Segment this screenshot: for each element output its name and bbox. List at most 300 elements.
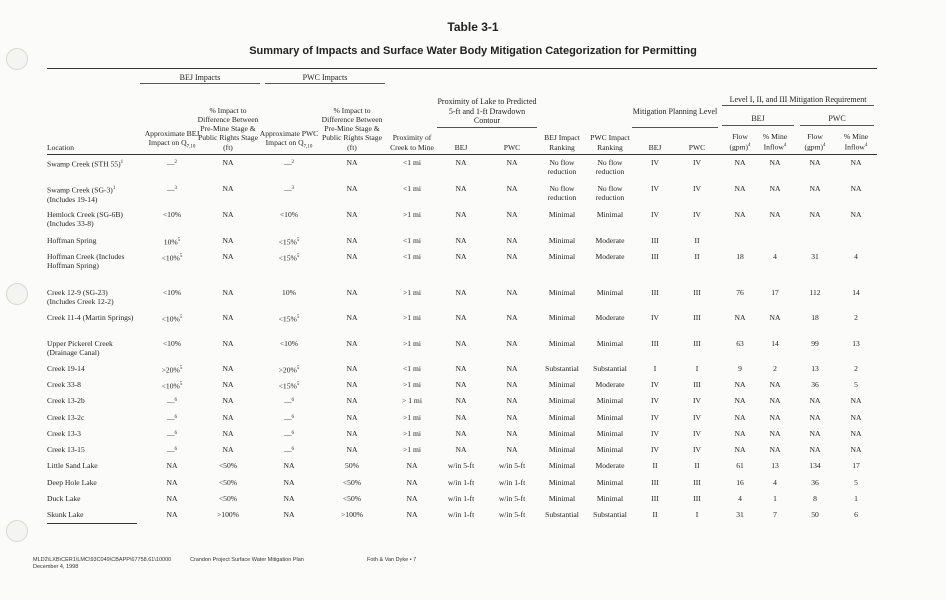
cell-col-5: NA <box>346 364 358 373</box>
group-bej-rule <box>140 83 260 84</box>
cell-col-9: No flow reduction <box>547 158 577 177</box>
cell-col-12: II <box>694 236 700 245</box>
cell-col-14: 2 <box>773 364 777 373</box>
cell-col-13: 4 <box>738 494 742 503</box>
cell-col-9: Substantial <box>545 510 579 519</box>
cell-col-12: III <box>693 478 701 487</box>
cell-col-13: NA <box>734 313 746 322</box>
cell-col-9: Substantial <box>545 364 579 373</box>
cell-col-7: NA <box>455 210 467 219</box>
cell-col-8: w/in 5-ft <box>498 461 526 470</box>
cell-col-7: NA <box>455 413 467 422</box>
cell-col-11: IV <box>650 313 659 322</box>
cell-location: Hemlock Creek (SG-6B) (Includes 33-8) <box>47 210 123 229</box>
cell-col-8: NA <box>506 158 518 167</box>
group-mitigation-requirement: Level I, II, and III Mitigation Requirement <box>729 95 867 104</box>
cell-col-3: <50% <box>218 494 238 503</box>
cell-col-7: NA <box>455 236 467 245</box>
cell-col-13: 31 <box>736 510 744 519</box>
cell-col-14: NA <box>769 429 781 438</box>
cell-col-11: IV <box>650 158 659 167</box>
cell-col-10: Moderate <box>595 461 625 470</box>
cell-col-4: <15%$^5$ <box>278 253 300 263</box>
cell-col-16: NA <box>850 210 862 219</box>
cell-col-7: NA <box>455 380 467 389</box>
cell-col-9: Minimal <box>548 210 576 219</box>
cell-col-2: NA <box>166 494 178 503</box>
cell-col-16: 14 <box>852 288 860 297</box>
cell-location: Deep Hole Lake <box>47 478 97 487</box>
cell-col-13: NA <box>734 429 746 438</box>
cell-col-2: NA <box>166 461 178 470</box>
cell-col-10: Moderate <box>595 236 625 245</box>
group-mitigation-requirement-rule <box>722 105 874 106</box>
cell-col-2: <10% <box>162 339 182 348</box>
cell-col-14: 14 <box>771 339 779 348</box>
cell-col-11: IV <box>650 184 659 193</box>
column-header-3: % Impact to Difference Between Pre-Mine Stage & Public Rights Stage (ft) <box>197 105 259 152</box>
cell-col-6: >1 mi <box>403 210 421 219</box>
cell-col-12: III <box>693 380 701 389</box>
cell-col-5: NA <box>346 339 358 348</box>
cell-col-4: —$^3$ <box>283 185 295 195</box>
cell-location: Swamp Creek (STH 55)$^1$ <box>47 159 124 169</box>
cell-col-7: w/in 1-ft <box>447 494 475 503</box>
cell-col-11: II <box>652 510 658 519</box>
cell-col-7: NA <box>455 445 467 454</box>
cell-col-3: NA <box>222 210 234 219</box>
cell-col-16: 17 <box>852 461 860 470</box>
group-proximity-rule <box>437 127 537 128</box>
cell-col-10: Minimal <box>596 478 624 487</box>
cell-col-15: NA <box>809 413 821 422</box>
group-proximity: Proximity of Lake to Predicted 5-ft and 1-ft Drawdown Contour <box>437 97 537 125</box>
header-rule <box>47 154 877 155</box>
cell-col-4: —$^6$ <box>283 397 295 407</box>
cell-col-15: 50 <box>811 510 819 519</box>
footer-path: MLD2\LXB\CER1\LMC\93C049\CBAPP\67758.61\10000 <box>33 557 172 563</box>
cell-col-6: >1 mi <box>403 288 421 297</box>
cell-col-11: III <box>651 252 659 261</box>
cell-col-6: <1 mi <box>403 158 421 167</box>
cell-col-12: II <box>694 252 700 261</box>
cell-col-15: 36 <box>811 478 819 487</box>
cell-col-10: Minimal <box>596 339 624 348</box>
cell-col-12: IV <box>692 429 701 438</box>
cell-col-10: Moderate <box>595 313 625 322</box>
cell-col-14: NA <box>769 210 781 219</box>
cell-col-10: Minimal <box>596 494 624 503</box>
cell-col-12: II <box>694 461 700 470</box>
cell-col-11: III <box>651 288 659 297</box>
cell-col-5: NA <box>346 236 358 245</box>
cell-col-5: NA <box>346 210 358 219</box>
table-title: Table 3-1 <box>447 20 499 34</box>
column-header-14: % Mine Inflow$^4$ <box>762 131 788 152</box>
cell-location: Creek 11-4 (Martin Springs) <box>47 313 134 322</box>
cell-col-13: 61 <box>736 461 744 470</box>
cell-col-12: III <box>693 313 701 322</box>
cell-col-8: NA <box>506 288 518 297</box>
cell-location: Hoffman Spring <box>47 236 97 245</box>
cell-col-8: NA <box>506 236 518 245</box>
cell-col-10: Minimal <box>596 445 624 454</box>
cell-col-7: NA <box>455 396 467 405</box>
cell-col-14: NA <box>769 445 781 454</box>
cell-col-2: —$^6$ <box>166 446 178 456</box>
cell-col-10: Minimal <box>596 210 624 219</box>
cell-col-16: NA <box>850 445 862 454</box>
cell-location: Swamp Creek $(SG-3)^1$ (Includes 19-14) <box>47 185 116 204</box>
cell-col-8: NA <box>506 364 518 373</box>
cell-col-3: NA <box>222 236 234 245</box>
cell-col-8: NA <box>506 313 518 322</box>
cell-col-11: IV <box>650 413 659 422</box>
group-req-bej: BEJ <box>751 114 765 123</box>
cell-col-8: w/in 5-ft <box>498 510 526 519</box>
cell-col-4: >20%$^5$ <box>278 365 300 375</box>
cell-col-4: <10% <box>279 210 299 219</box>
cell-col-8: NA <box>506 380 518 389</box>
cell-col-4: NA <box>283 461 295 470</box>
cell-col-14: NA <box>769 396 781 405</box>
cell-col-7: NA <box>455 184 467 193</box>
top-rule <box>47 68 877 69</box>
bottom-rule <box>47 523 137 524</box>
cell-col-6: NA <box>406 478 418 487</box>
cell-col-7: NA <box>455 313 467 322</box>
cell-col-11: IV <box>650 380 659 389</box>
cell-col-2: <10%$^5$ <box>161 253 183 263</box>
cell-col-14: 17 <box>771 288 779 297</box>
cell-col-6: NA <box>406 461 418 470</box>
cell-col-5: NA <box>346 252 358 261</box>
cell-col-3: NA <box>222 380 234 389</box>
column-header-12: PWC <box>688 142 706 152</box>
cell-col-6: >1 mi <box>403 445 421 454</box>
cell-col-13: NA <box>734 158 746 167</box>
cell-col-4: 10% <box>282 288 296 297</box>
cell-col-9: Minimal <box>548 288 576 297</box>
cell-col-7: NA <box>455 339 467 348</box>
cell-col-11: III <box>651 478 659 487</box>
cell-col-7: NA <box>455 364 467 373</box>
cell-col-2: —$^6$ <box>166 414 178 424</box>
cell-col-3: NA <box>222 252 234 261</box>
cell-col-15: 18 <box>811 313 819 322</box>
cell-col-16: 5 <box>854 380 858 389</box>
cell-col-5: 50% <box>345 461 359 470</box>
cell-col-11: IV <box>650 396 659 405</box>
column-header-4: Approximate PWC Impact on $Q_{7,10}$ <box>259 128 319 150</box>
cell-col-15: NA <box>809 210 821 219</box>
cell-col-13: NA <box>734 445 746 454</box>
cell-col-14: NA <box>769 380 781 389</box>
cell-col-4: —$^6$ <box>283 430 295 440</box>
cell-col-9: Minimal <box>548 236 576 245</box>
cell-col-8: NA <box>506 413 518 422</box>
cell-col-2: >20%$^5$ <box>161 365 183 375</box>
cell-col-3: NA <box>222 445 234 454</box>
cell-col-2: NA <box>166 478 178 487</box>
cell-col-13: NA <box>734 184 746 193</box>
cell-col-8: NA <box>506 339 518 348</box>
cell-col-6: >1 mi <box>403 339 421 348</box>
cell-col-9: Minimal <box>548 429 576 438</box>
cell-col-3: NA <box>222 313 234 322</box>
footer-date: December 4, 1998 <box>33 564 79 570</box>
cell-col-5: NA <box>346 288 358 297</box>
cell-col-3: NA <box>222 429 234 438</box>
cell-col-13: NA <box>734 380 746 389</box>
cell-col-4: NA <box>283 478 295 487</box>
cell-col-4: NA <box>283 510 295 519</box>
cell-col-2: <10%$^5$ <box>161 314 183 324</box>
cell-col-6: <1 mi <box>403 364 421 373</box>
cell-col-4: <10% <box>279 339 299 348</box>
cell-col-13: 16 <box>736 478 744 487</box>
column-header-10: PWC Impact Ranking <box>590 133 630 152</box>
cell-col-6: NA <box>406 510 418 519</box>
cell-col-3: <50% <box>218 461 238 470</box>
column-header-2: Approximate BEJ Impact on $Q_{7,10}$ <box>144 128 200 150</box>
cell-location: Skunk Lake <box>47 510 84 519</box>
cell-location: Creek 12-9 (SG-23) (Includes Creek 12-2) <box>47 288 114 307</box>
binder-hole-bottom <box>6 520 28 542</box>
cell-col-4: —$^6$ <box>283 446 295 456</box>
cell-col-14: 1 <box>773 494 777 503</box>
cell-col-6: <1 mi <box>403 236 421 245</box>
cell-col-11: III <box>651 236 659 245</box>
cell-col-3: NA <box>222 158 234 167</box>
cell-col-14: 4 <box>773 252 777 261</box>
group-pwc-rule <box>265 83 385 84</box>
cell-col-10: Minimal <box>596 288 624 297</box>
cell-col-16: NA <box>850 413 862 422</box>
cell-col-3: NA <box>222 339 234 348</box>
cell-col-12: IV <box>692 396 701 405</box>
cell-col-4: —$^2$ <box>283 159 295 169</box>
cell-col-15: NA <box>809 396 821 405</box>
cell-col-16: 13 <box>852 339 860 348</box>
cell-col-9: Minimal <box>548 396 576 405</box>
cell-col-8: NA <box>506 252 518 261</box>
column-header-13: Flow (gpm)$^4$ <box>729 131 751 152</box>
cell-col-15: NA <box>809 445 821 454</box>
cell-col-3: <50% <box>218 478 238 487</box>
cell-col-16: 2 <box>854 364 858 373</box>
cell-col-6: <1 mi <box>403 252 421 261</box>
cell-location: Creek 33-8 <box>47 380 81 389</box>
cell-location: Upper Pickerel Creek (Drainage Canal) <box>47 339 113 358</box>
cell-col-15: NA <box>809 158 821 167</box>
cell-col-12: III <box>693 288 701 297</box>
cell-col-13: NA <box>734 210 746 219</box>
group-req-pwc-rule <box>800 125 874 126</box>
cell-location: Little Sand Lake <box>47 461 98 470</box>
cell-col-14: 4 <box>773 478 777 487</box>
group-req-pwc: PWC <box>828 114 846 123</box>
column-header-11: BEJ <box>648 142 662 152</box>
cell-col-2: —$^6$ <box>166 430 178 440</box>
cell-col-11: II <box>652 461 658 470</box>
group-mitigation-planning: Mitigation Planning Level <box>632 107 718 116</box>
column-header-5: % Impact to Difference Between Pre-Mine Stage & Public Rights Stage (ft) <box>321 105 383 152</box>
cell-col-5: NA <box>346 184 358 193</box>
column-header-16: % Mine Inflow$^4$ <box>843 131 869 152</box>
cell-col-9: No flow reduction <box>547 184 577 203</box>
cell-col-10: Moderate <box>595 380 625 389</box>
cell-col-9: Minimal <box>548 339 576 348</box>
cell-location: Creek 13-15 <box>47 445 85 454</box>
cell-col-2: —$^6$ <box>166 397 178 407</box>
cell-col-6: >1 mi <box>403 429 421 438</box>
group-req-bej-rule <box>722 125 794 126</box>
cell-col-7: w/in 5-ft <box>447 461 475 470</box>
cell-col-16: NA <box>850 429 862 438</box>
cell-col-5: <50% <box>342 494 362 503</box>
cell-location: Creek 13-3 <box>47 429 81 438</box>
cell-col-12: IV <box>692 445 701 454</box>
cell-col-10: Minimal <box>596 396 624 405</box>
cell-col-2: <10% <box>162 288 182 297</box>
cell-col-14: NA <box>769 413 781 422</box>
cell-col-13: NA <box>734 413 746 422</box>
column-header-8: PWC <box>503 142 521 152</box>
cell-col-5: NA <box>346 313 358 322</box>
binder-hole-middle <box>6 283 28 305</box>
cell-col-13: 63 <box>736 339 744 348</box>
cell-col-9: Minimal <box>548 413 576 422</box>
cell-col-9: Minimal <box>548 478 576 487</box>
cell-col-5: NA <box>346 158 358 167</box>
cell-col-9: Minimal <box>548 380 576 389</box>
cell-col-13: 18 <box>736 252 744 261</box>
cell-col-11: I <box>653 364 657 373</box>
cell-col-8: NA <box>506 429 518 438</box>
column-header-7: BEJ <box>454 142 468 152</box>
table-subtitle: Summary of Impacts and Surface Water Body Mitigation Categorization for Permitting <box>249 45 697 57</box>
cell-location: Duck Lake <box>47 494 81 503</box>
cell-col-15: 112 <box>809 288 821 297</box>
cell-col-16: 6 <box>854 510 858 519</box>
footer-left <box>33 557 171 571</box>
cell-col-11: III <box>651 494 659 503</box>
cell-col-15: 8 <box>813 494 817 503</box>
cell-col-8: NA <box>506 210 518 219</box>
cell-col-10: Moderate <box>595 252 625 261</box>
cell-location: Creek 19-14 <box>47 364 85 373</box>
cell-col-7: w/in 1-ft <box>447 510 475 519</box>
cell-col-14: 13 <box>771 461 779 470</box>
cell-col-6: NA <box>406 494 418 503</box>
cell-col-13: 76 <box>736 288 744 297</box>
cell-col-3: NA <box>222 364 234 373</box>
cell-col-6: <1 mi <box>403 184 421 193</box>
cell-col-5: NA <box>346 445 358 454</box>
cell-col-4: <15%$^5$ <box>278 314 300 324</box>
cell-col-14: NA <box>769 184 781 193</box>
cell-col-7: w/in 1-ft <box>447 478 475 487</box>
cell-col-12: I <box>695 510 699 519</box>
cell-col-15: NA <box>809 429 821 438</box>
cell-col-8: w/in 5-ft <box>498 494 526 503</box>
cell-col-8: NA <box>506 184 518 193</box>
cell-col-2: 10%$^5$ <box>163 237 181 247</box>
cell-col-7: NA <box>455 288 467 297</box>
cell-col-7: NA <box>455 158 467 167</box>
cell-col-11: III <box>651 339 659 348</box>
cell-col-16: NA <box>850 158 862 167</box>
cell-location: Creek 13-2c <box>47 413 85 422</box>
cell-col-16: 1 <box>854 494 858 503</box>
cell-col-15: 13 <box>811 364 819 373</box>
cell-col-6: >1 mi <box>403 313 421 322</box>
cell-col-3: >100% <box>217 510 239 519</box>
column-header-9: BEJ Impact Ranking <box>544 133 580 152</box>
cell-col-4: <15%$^5$ <box>278 381 300 391</box>
cell-col-10: Minimal <box>596 429 624 438</box>
cell-col-2: —$^2$ <box>166 159 178 169</box>
cell-col-15: NA <box>809 184 821 193</box>
cell-col-15: 31 <box>811 252 819 261</box>
cell-col-10: Substantial <box>593 364 627 373</box>
cell-col-12: III <box>693 339 701 348</box>
group-mitigation-planning-rule <box>632 127 718 128</box>
cell-col-5: <50% <box>342 478 362 487</box>
footer-doc-title: Crandon Project Surface Water Mitigation Plan <box>190 557 304 563</box>
cell-col-3: NA <box>222 184 234 193</box>
footer-page: Foth & Van Dyke • 7 <box>367 557 417 563</box>
cell-col-12: I <box>695 364 699 373</box>
cell-col-5: NA <box>346 413 358 422</box>
cell-col-4: —$^6$ <box>283 414 295 424</box>
group-bej-impacts: BEJ Impacts <box>179 73 221 82</box>
cell-col-10: No flow reduction <box>595 184 625 203</box>
cell-col-5: NA <box>346 396 358 405</box>
column-header-15: Flow (gpm)$^4$ <box>804 131 826 152</box>
cell-col-10: Substantial <box>593 510 627 519</box>
cell-col-5: NA <box>346 429 358 438</box>
cell-col-9: Minimal <box>548 494 576 503</box>
cell-col-12: IV <box>692 210 701 219</box>
cell-col-12: IV <box>692 158 701 167</box>
cell-col-11: IV <box>650 429 659 438</box>
cell-col-16: NA <box>850 396 862 405</box>
column-header-1: Location <box>47 142 74 152</box>
cell-col-16: NA <box>850 184 862 193</box>
cell-col-12: IV <box>692 184 701 193</box>
cell-col-2: —$^3$ <box>166 185 178 195</box>
cell-col-11: IV <box>650 210 659 219</box>
cell-col-9: Minimal <box>548 461 576 470</box>
cell-col-3: NA <box>222 396 234 405</box>
cell-col-8: NA <box>506 445 518 454</box>
cell-col-16: 4 <box>854 252 858 261</box>
cell-col-3: NA <box>222 288 234 297</box>
cell-col-14: NA <box>769 313 781 322</box>
cell-col-4: <15%$^5$ <box>278 237 300 247</box>
cell-col-14: NA <box>769 158 781 167</box>
cell-col-13: NA <box>734 396 746 405</box>
cell-col-10: No flow reduction <box>595 158 625 177</box>
cell-col-4: NA <box>283 494 295 503</box>
cell-col-13: 9 <box>738 364 742 373</box>
cell-col-12: IV <box>692 413 701 422</box>
cell-col-7: NA <box>455 429 467 438</box>
cell-col-16: 5 <box>854 478 858 487</box>
cell-col-15: 99 <box>811 339 819 348</box>
